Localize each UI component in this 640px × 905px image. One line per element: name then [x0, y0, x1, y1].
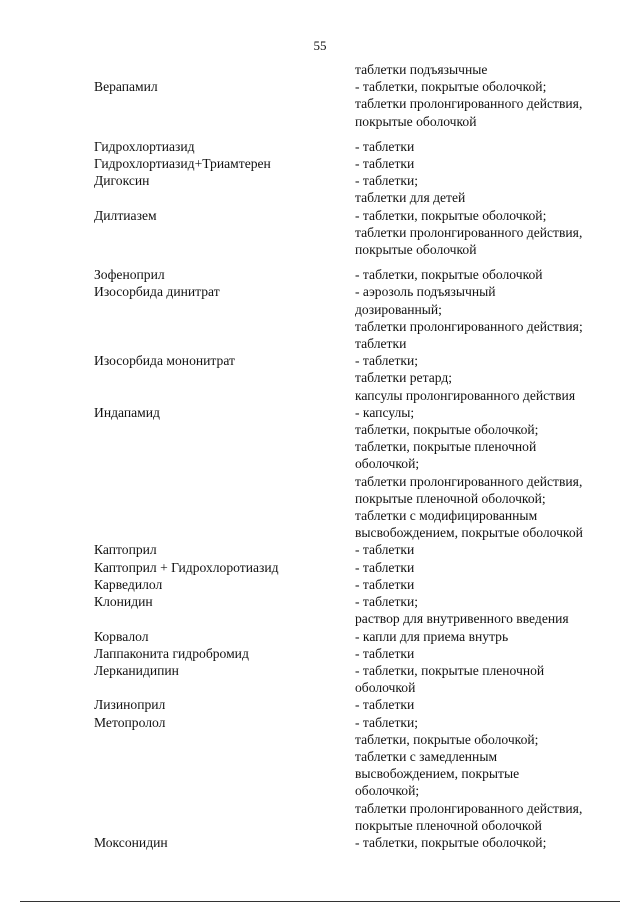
dosage-form-line: покрытые оболочкой [355, 113, 477, 129]
drug-row [94, 78, 624, 130]
dosage-form-line: высвобождением, покрытые [355, 766, 520, 782]
drug-name: Клонидин [94, 594, 153, 610]
dosage-forms [355, 172, 620, 206]
dosage-forms [355, 283, 620, 352]
dosage-form-line: дозированный; [355, 301, 442, 317]
drug-row [94, 283, 624, 352]
dosage-form-line: - капли для приема внутрь [355, 628, 509, 644]
dosage-forms [355, 541, 620, 558]
drug-name: Изосорбида динитрат [94, 284, 220, 300]
drug-row [94, 696, 624, 713]
dosage-form-line: таблетки пролонгированного действия, [355, 800, 583, 816]
drug-name: Карведилол [94, 576, 163, 592]
drug-row [94, 645, 624, 662]
drug-row [94, 404, 624, 542]
dosage-forms [355, 207, 620, 259]
dosage-forms [355, 78, 620, 130]
dosage-form-line: - таблетки; [355, 173, 419, 189]
dosage-form-line: - таблетки, покрытые оболочкой; [355, 834, 547, 850]
drug-name [94, 61, 355, 78]
drug-name: Метопролол [94, 714, 166, 730]
dosage-form-line: - таблетки [355, 559, 415, 575]
drug-row [94, 628, 624, 645]
dosage-form-line: - таблетки, покрытые оболочкой [355, 267, 543, 283]
dosage-form-line: таблетки ретард; [355, 370, 453, 386]
dosage-form-line: - таблетки [355, 156, 415, 172]
page-number: 55 [313, 38, 327, 53]
drug-name: Каптоприл + Гидрохлоротиазид [94, 559, 279, 575]
dosage-form-line: таблетки пролонгированного действия, [355, 473, 583, 489]
dosage-form-line: высвобождением, покрытые оболочкой [355, 525, 583, 541]
dosage-form-line: - капсулы; [355, 404, 415, 420]
drug-name: Дигоксин [94, 173, 150, 189]
dosage-form-line: - таблетки, покрытые пленочной [355, 662, 545, 678]
dosage-form-line: таблетки с модифицированным [355, 508, 538, 524]
dosage-forms [355, 266, 620, 283]
drug-row [94, 834, 624, 851]
drug-row [94, 207, 624, 259]
drug-name: Гидрохлортиазид [94, 138, 195, 154]
drug-name: Зофеноприл [94, 267, 165, 283]
drug-name: Изосорбида мононитрат [94, 353, 235, 369]
dosage-form-line: таблетки, покрытые оболочкой; [355, 731, 539, 747]
dosage-forms [355, 559, 620, 576]
dosage-forms [355, 404, 620, 542]
dosage-forms [355, 593, 620, 627]
dosage-form-line: оболочкой; [355, 456, 420, 472]
drug-name: Лизиноприл [94, 697, 166, 713]
dosage-form-line: таблетки для детей [355, 190, 466, 206]
dosage-form-line: - таблетки, покрытые оболочкой; [355, 207, 547, 223]
dosage-forms [355, 138, 620, 155]
dosage-forms [355, 834, 620, 851]
dosage-form-line: - аэрозоль подъязычный [355, 284, 496, 300]
dosage-forms [355, 352, 620, 404]
drug-row [94, 266, 624, 283]
drug-row [94, 662, 624, 696]
drug-name: Индапамид [94, 404, 160, 420]
dosage-form-line: капсулы пролонгированного действия [355, 387, 576, 403]
drug-row [94, 593, 624, 627]
drug-name: Верапамил [94, 79, 158, 95]
dosage-form-line: - таблетки; [355, 594, 419, 610]
dosage-forms [355, 576, 620, 593]
dosage-form-line: - таблетки; [355, 714, 419, 730]
dosage-form-line: таблетки, покрытые оболочкой; [355, 422, 539, 438]
drug-name: Каптоприл [94, 542, 157, 558]
dosage-form-line: раствор для внутривенного введения [355, 611, 569, 627]
drug-row [94, 172, 624, 206]
dosage-form-line: - таблетки [355, 138, 415, 154]
drug-row [94, 61, 624, 78]
dosage-forms [355, 155, 620, 172]
drug-row [94, 559, 624, 576]
dosage-form-line: покрытые пленочной оболочкой; [355, 490, 546, 506]
dosage-form-line: таблетки подъязычные [355, 62, 488, 77]
dosage-form-line: оболочкой [355, 680, 416, 696]
drug-name: Моксонидин [94, 834, 168, 850]
dosage-form-line: покрытые пленочной оболочкой [355, 817, 542, 833]
drug-row [94, 352, 624, 404]
dosage-form-line: - таблетки [355, 542, 415, 558]
dosage-forms [355, 645, 620, 662]
dosage-forms [355, 696, 620, 713]
drug-name: Лаппаконита гидробромид [94, 645, 249, 661]
drug-name: Гидрохлортиазид+Триамтерен [94, 156, 271, 172]
drug-name: Лерканидипин [94, 662, 179, 678]
drug-list [94, 61, 624, 851]
dosage-form-line: таблетки пролонгированного действия; [355, 318, 583, 334]
drug-row [94, 576, 624, 593]
dosage-forms [355, 714, 620, 834]
page-bottom-rule [20, 901, 620, 902]
drug-row [94, 714, 624, 834]
dosage-form-line: таблетки с замедленным [355, 748, 498, 764]
dosage-form-line: таблетки пролонгированного действия, [355, 224, 583, 240]
dosage-forms [355, 628, 620, 645]
drug-row [94, 155, 624, 172]
dosage-form-line: таблетки пролонгированного действия, [355, 96, 583, 112]
dosage-form-line: - таблетки; [355, 353, 419, 369]
dosage-form-line: - таблетки [355, 645, 415, 661]
drug-row [94, 541, 624, 558]
dosage-form-line: покрытые оболочкой [355, 242, 477, 258]
dosage-form-line: - таблетки [355, 576, 415, 592]
dosage-form-line: - таблетки, покрытые оболочкой; [355, 79, 547, 95]
dosage-forms [355, 61, 620, 78]
drug-row [94, 138, 624, 155]
drug-name: Корвалол [94, 628, 149, 644]
dosage-form-line: таблетки, покрытые пленочной [355, 439, 537, 455]
dosage-form-line: - таблетки [355, 697, 415, 713]
dosage-form-line: оболочкой; [355, 783, 420, 799]
dosage-form-line: таблетки [355, 336, 407, 352]
drug-name: Дилтиазем [94, 207, 157, 223]
dosage-forms [355, 662, 620, 696]
